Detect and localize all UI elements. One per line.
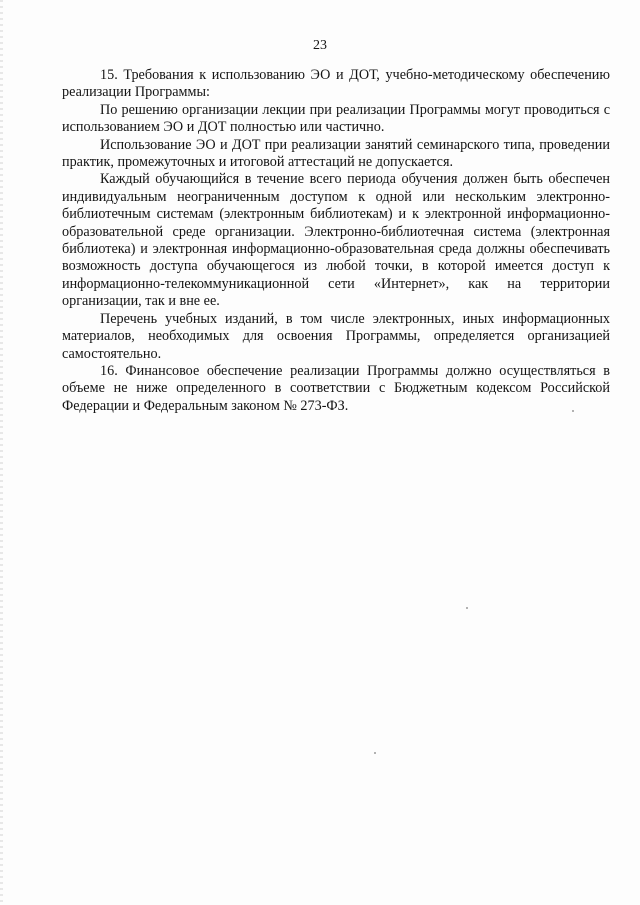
paragraph-publications-list: Перечень учебных изданий, в том числе электронных, иных информационных материалов, необходимых для освоения Программы, определяется организацией самостоятельно.	[62, 310, 610, 362]
document-body	[62, 67, 610, 415]
paragraph-library-access: Каждый обучающийся в течение всего периода обучения должен быть обеспечен индивидуальным неограниченным доступом к одной или нескольким электронно-библиотечным системам (электронным библиотекам) и к электронной информационно-образовательной среде организации. Электронно-библиотечная система (электронная библиотека) и электронная информационно-образовательная среда должны обеспечивать возможность доступа обучающегося из любой точки, в которой имеется доступ к информационно-телекоммуникационной сети «Интернет», как на территории организации, так и вне ее.	[62, 171, 610, 310]
paragraph-section-16-funding: 16. Финансовое обеспечение реализации Программы должно осуществляться в объеме не ниже определенного в соответствии с Бюджетным кодексом Российской Федерации и Федеральным законом № 273-ФЗ.	[62, 362, 610, 414]
scan-speck	[466, 607, 468, 609]
scan-edge	[0, 0, 3, 905]
paragraph-seminars: Использование ЭО и ДОТ при реализации занятий семинарского типа, проведении практик, промежуточных и итоговой аттестаций не допускается.	[62, 136, 610, 171]
paragraph-section-15-heading: 15. Требования к использованию ЭО и ДОТ, учебно-методическому обеспечению реализации Программы:	[62, 67, 610, 101]
page-number: 23	[313, 38, 327, 53]
scan-speck	[374, 752, 376, 754]
scan-speck	[572, 410, 574, 412]
paragraph-lectures: По решению организации лекции при реализации Программы могут проводиться с использованием ЭО и ДОТ полностью или частично.	[62, 101, 610, 136]
